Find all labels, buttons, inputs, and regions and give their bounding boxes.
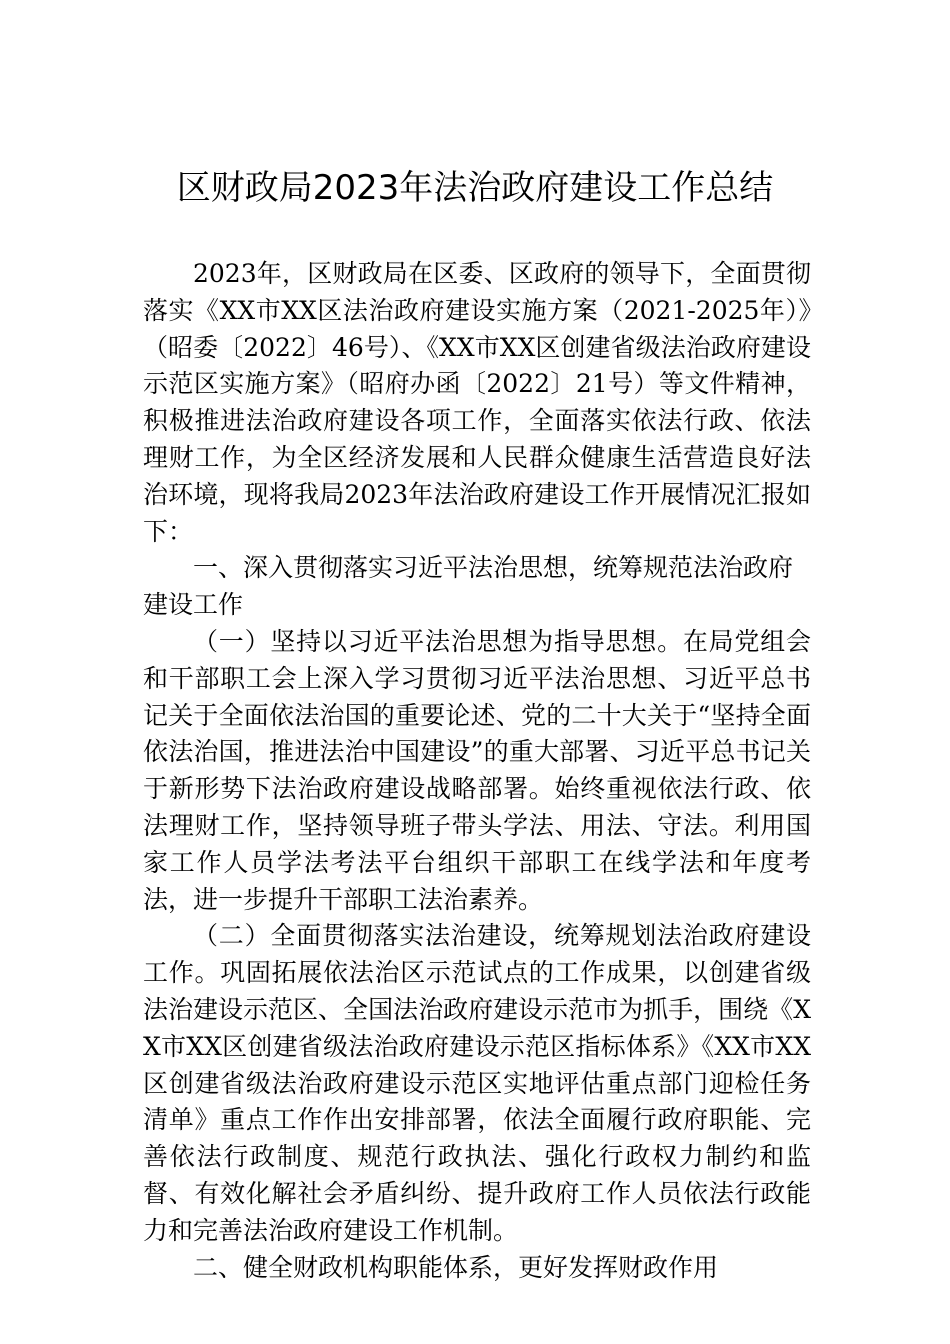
section-heading-1: 一、深入贯彻落实习近平法治思想，统筹规范法治政府建设工作 [143,553,794,620]
section-heading-2: 二、健全财政机构职能体系，更好发挥财政作用 [193,1252,719,1282]
document-body [143,256,811,1286]
subsection-paragraph-1: （一）坚持以习近平法治思想为指导思想。在局党组会和干部职工会上深入学习贯彻习近平法治思想、习近平总书记关于全面依法治国的重要论述、党的二十大关于“坚持全面依法治国，推进法治中国建设”的重大部署、习近平总书记关于新形势下法治政府建设战略部署。始终重视依法行政、依法理财工作，坚持领导班子带头学法、用法、守法。利用国家工作人员学法考法平台组织干部职工在线学法和年度考法，进一步提升干部职工法治素养。 [143,626,811,914]
intro-paragraph: 2023年，区财政局在区委、区政府的领导下，全面贯彻落实《XX市XX区法治政府建设实施方案（2021-2025年）》（昭委〔2022〕46号）、《XX市XX区创建省级法治政府建设示范区实施方案》（昭府办函〔2022〕21号）等文件精神，积极推进法治政府建设各项工作，全面落实依法行政、依法理财工作，为全区经济发展和人民群众健康生活营造良好法治环境，现将我局2023年法治政府建设工作开展情况汇报如下： [143,259,811,546]
subsection-paragraph-2: （二）全面贯彻落实法治建设，统筹规划法治政府建设工作。巩固拓展依法治区示范试点的工作成果，以创建省级法治建设示范区、全国法治政府建设示范市为抓手，围绕《XX市XX区创建省级法治政府建设示范区指标体系》《XX市XX区创建省级法治政府建设示范区实地评估重点部门迎检任务清单》重点工作作出安排部署，依法全面履行政府职能、完善依法行政制度、规范行政执法、强化行政权力制约和监督、有效化解社会矛盾纠纷、提升政府工作人员依法行政能力和完善法治政府建设工作机制。 [143,921,811,1245]
document-title: 区财政局2023年法治政府建设工作总结 [176,168,774,208]
